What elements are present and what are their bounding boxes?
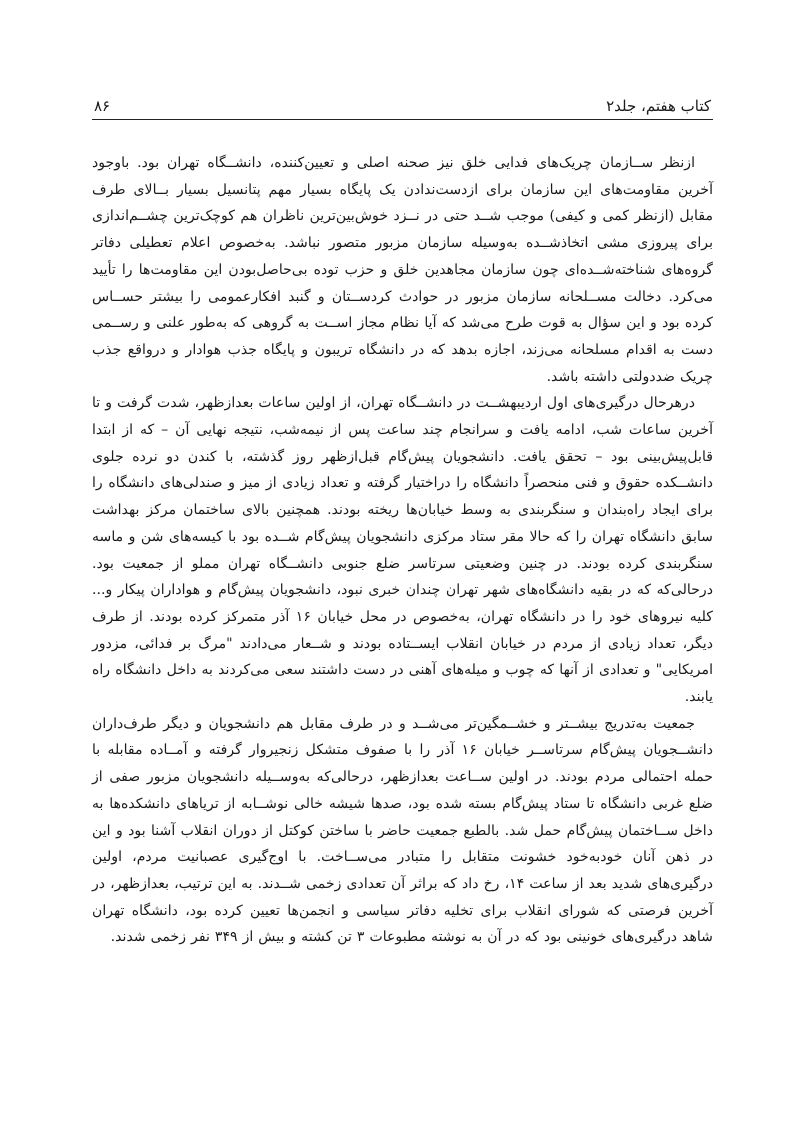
paragraph: ازنظر ســازمان چریک‌های فدایی خلق نیز صحنه اصلی و تعیین‌کننده، دانشــگاه تهران بود. باوجود آخرین مقاومت‌های این سازمان برای ازدست‌ندادن یک پایگاه بسیار مهم پتانسیل بسیار بــالای طرف مقابل (ازنظر کمی و کیفی) موجب شــد حتی در نــزد خوش‌بین‌ترین ناظران هم کوچک‌ترین چشــم‌اندازی برای پیروزی مشی اتخاذشــده به‌وسیله سازمان مزبور متصور نباشد. به‌خصوص اعلام تعطیلی دفاتر گروه‌های شناخته‌شــده‌ای چون سازمان مجاهدین خلق و حزب توده بی‌حاصل‌بودن این مقاومت‌ها را تأیید می‌کرد. دخالت مســلحانه سازمان مزبور در حوادث کردســتان و گنبد افکارعمومی را بیشتر حســاس کرده بود و این سؤال به قوت طرح می‌شد که آیا نظام مجاز اســت به گروهی که به‌طور علنی و رســمی دست به اقدام مسلحانه می‌زند، اجازه بدهد که در دانشگاه تریبون و پایگاه جذب هوادار و درواقع جذب چریک ضددولتی داشته باشد. <box>92 155 713 385</box>
paragraph: درهرحال درگیری‌های اول اردیبهشــت در دانشــگاه تهران، از اولین ساعات بعدازظهر، شدت گرفت و تا آخرین ساعات شب، ادامه یافت و سرانجام چند ساعت پس از نیمه‌شب، نتیجه نهایی آن – که از ابتدا قابل‌پیش‌بینی بود – تحقق یافت. دانشجویان پیش‌گام قبل‌ازظهر روز گذشته، با کندن دو نرده جلوی دانشــکده حقوق و فنی منحصراً دانشگاه را دراختیار گرفته و تعداد زیادی از میز و صندلی‌های دانشگاه را برای ایجاد راه‌بندان و سنگربندی به وسط خیابان‌ها ریخته بودند. همچنین بالای ساختمان مرکز بهداشت سابق دانشگاه تهران را که حالا مقر ستاد مرکزی دانشجویان پیش‌گام شــده بود با کیسه‌های شن و ماسه سنگربندی کرده بودند. در چنین وضعیتی سرتاسر ضلع جنوبی دانشــگاه تهران مملو از جمعیت بود. درحالی‌که که در بقیه دانشگاه‌های شهر تهران چندان خبری نبود، دانشجویان پیش‌گام و هواداران پیکار و... کلیه نیروهای خود را در دانشگاه تهران، به‌خصوص در محل خیابان ۱۶ آذر متمرکز کرده بودند. از طرف دیگر، تعداد زیادی از مردم در خیابان انقلاب ایســتاده بودند و شــعار می‌دادند "مرگ بر فدائی، مزدور امریکایی" و تعدادی از آنها که چوب و میله‌های آهنی در دست داشتند سعی می‌کردند به داخل دانشگاه راه یابند. <box>92 395 713 706</box>
book-page <box>92 88 713 1088</box>
page-number: ۸۶ <box>94 97 111 115</box>
running-header <box>92 88 713 120</box>
body-text <box>92 150 713 951</box>
paragraph: جمعیت به‌تدریج بیشــتر و خشــمگین‌تر می‌شــد و در طرف مقابل هم دانشجویان و دیگر طرف‌داران دانشــجویان پیش‌گام سرتاســر خیابان ۱۶ آذر را با صفوف متشکل زنجیروار گرفته و آمــاده مقابله با حمله احتمالی مردم بودند. در اولین ســاعت بعدازظهر، درحالی‌که به‌وســیله دانشجویان مزبور صفی از ضلع غربی دانشگاه تا ستاد پیش‌گام بسته شده بود، صدها شیشه خالی نوشــابه از تریاهای دانشکده‌ها به داخل ســاختمان پیش‌گام حمل شد. بالطبع جمعیت حاضر با ساختن کوکتل از دوران انقلاب آشنا بود و این در ذهن آنان خودبه‌خود خشونت متقابل را متبادر می‌ســاخت. با اوج‌گیری عصبانیت مردم، اولین درگیری‌های شدید بعد از ساعت ۱۴، رخ داد که براثر آن تعدادی زخمی شــدند. به این ترتیب، بعدازظهر، در آخرین فرصتی که شورای انقلاب برای تخلیه دفاتر سیاسی و انجمن‌ها تعیین کرده بود، دانشگاه تهران شاهد درگیری‌های خونینی بود که در آن به نوشته مطبوعات ۳ تن کشته و بیش از ۳۴۹ نفر زخمی شدند. <box>92 715 714 946</box>
book-title: کتاب هفتم، جلد۲ <box>606 97 711 115</box>
